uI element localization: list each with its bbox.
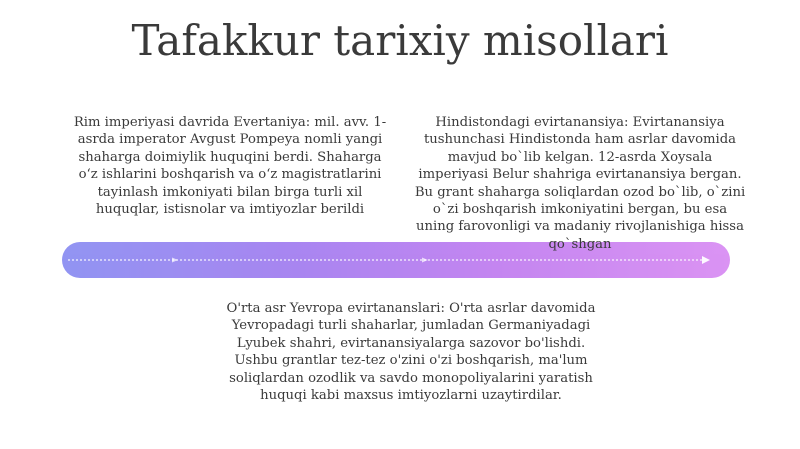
slide-title: Tafakkur tarixiy misollari <box>131 16 669 65</box>
timeline-item-medieval-europe: O'rta asr Yevropa evirtananslari: O'rta asrlar davomida Yevropadagi turli shaharlar, jumladan Germaniyadagi Lyubek shahri, evirtanansiyalarga sazovor bo'lishdi. Ushbu grantlar tez-tez o'zini o'zi boshqarish, ma'lum soliqlardan ozodlik va savdo monopoliyalarini yaratish huquqi kabi maxsus imtiyozlarni uzaytirdilar. <box>226 301 596 404</box>
timeline-item-roman-empire: Rim imperiyasi davrida Evertaniya: mil. avv. 1-asrda imperator Avgust Pompeya nomli yangi shaharga doimiylik huquqini berdi. Shaharga o‘z ishlarini boshqarish va o‘z magistratlarini tayinlash imkoniyati bilan birga turli xil huquqlar, istisnolar va imtiyozlar berildi <box>73 115 387 218</box>
timeline-item-india: Hindistondagi evirtanansiya: Evirtanansiya tushunchasi Hindistonda ham asrlar davomida mavjud bo`lib kelgan. 12-asrda Xoysala imperiyasi Belur shahriga evirtanansiya bergan. Bu grant shaharga soliqlardan ozod bo`lib, o`zini o`zi boshqarish imkoniyatini bergan, bu esa uning farovonligi va madaniy rivojlanishiga hissa qo`shgan <box>414 115 746 252</box>
